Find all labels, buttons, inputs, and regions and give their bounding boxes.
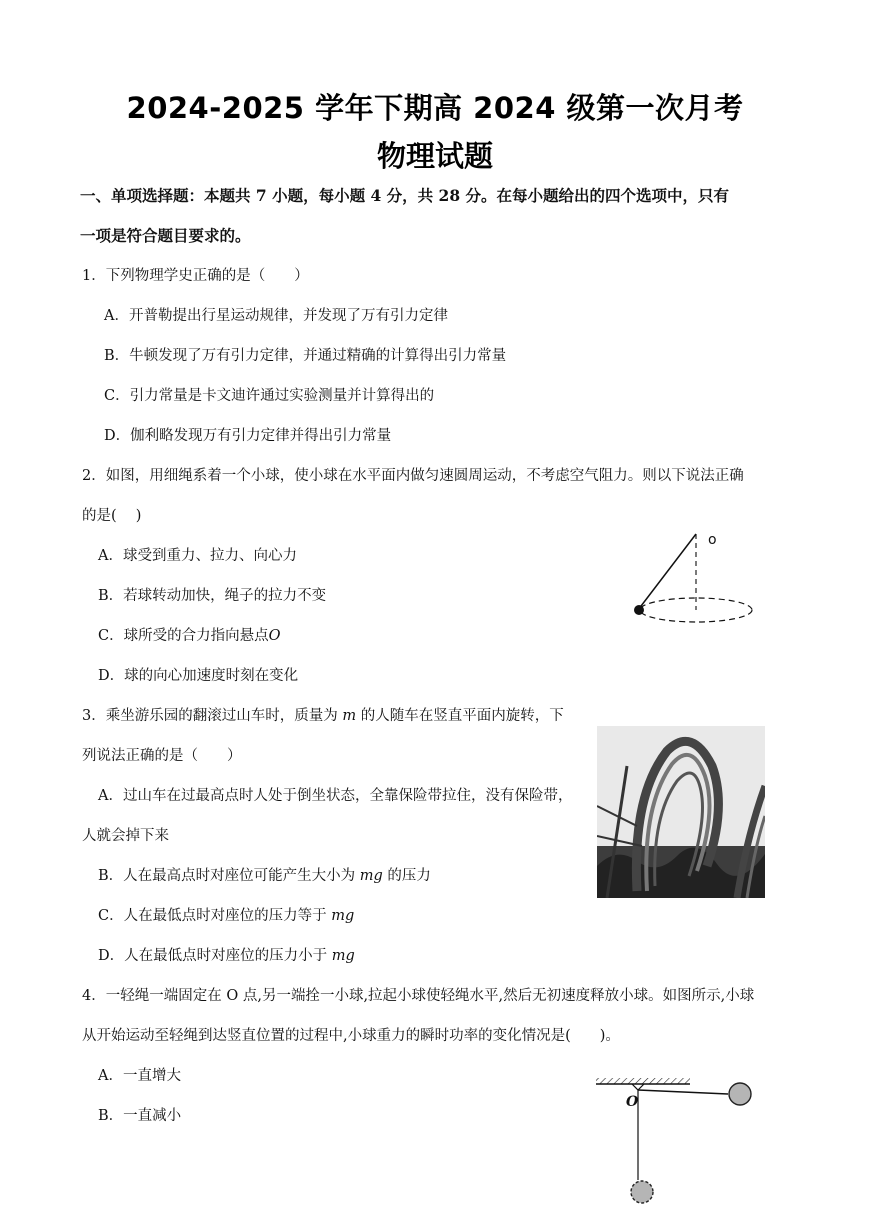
ball-icon	[631, 1181, 653, 1203]
q3-option-b: B．人在最高点时对座位可能产生大小为 mg 的压力	[98, 868, 431, 884]
q1-option-c: C．引力常量是卡文迪许通过实验测量并计算得出的	[104, 388, 435, 404]
q2-option-d: D．球的向心加速度时刻在变化	[98, 668, 299, 684]
pivot-label: O	[626, 1094, 639, 1110]
q4-option-a: A．一直增大	[98, 1068, 181, 1084]
conical-pendulum-figure	[626, 524, 760, 630]
q2-option-a: A．球受到重力、拉力、向心力	[98, 548, 297, 564]
q2-stem-line2: 的是( )	[82, 508, 142, 524]
q1-option-a: A．开普勒提出行星运动规律，并发现了万有引力定律	[104, 308, 448, 324]
pivot-label: o	[708, 532, 717, 548]
section-heading-line1: 一、单项选择题：本题共 7 小题，每小题 4 分，共 28 分。在每小题给出的四个选项中，只有	[80, 186, 730, 205]
q4-stem-line1: 4．一轻绳一端固定在 O 点,另一端拴一小球,拉起小球使轻绳水平,然后无初速度释放小球。如图所示,小球	[82, 988, 755, 1004]
exam-subject: 物理试题	[376, 139, 493, 173]
q3-stem-line2: 列说法正确的是（ ）	[82, 748, 242, 764]
ball-icon	[729, 1083, 751, 1105]
q3-option-d: D．人在最低点时对座位的压力小于 mg	[98, 948, 355, 964]
q1-option-b: B．牛顿发现了万有引力定律，并通过精确的计算得出引力常量	[104, 348, 507, 364]
q3-option-a-line2: 人就会掉下来	[82, 828, 169, 844]
q1-option-d: D．伽利略发现万有引力定律并得出引力常量	[104, 428, 392, 444]
q3-option-c: C．人在最低点时对座位的压力等于 mg	[98, 908, 355, 924]
section-heading	[80, 176, 795, 256]
q1-stem: 1．下列物理学史正确的是（ ）	[82, 268, 309, 284]
ball-icon	[634, 605, 644, 615]
roller-coaster-photo	[597, 726, 765, 898]
exam-title: 2024-2025 学年下期高 2024 级第一次月考	[126, 91, 744, 125]
q3-stem-line1: 3．乘坐游乐园的翻滚过山车时，质量为 m 的人随车在竖直平面内旋转，下	[82, 708, 564, 724]
pendulum-release-figure	[590, 1072, 760, 1212]
q2-option-c: C．球所受的合力指向悬点O	[98, 628, 281, 644]
q2-stem-line1: 2．如图，用细绳系着一个小球，使小球在水平面内做匀速圆周运动，不考虑空气阻力。则以下说法正确	[82, 468, 744, 484]
q4-stem-line2: 从开始运动至轻绳到达竖直位置的过程中,小球重力的瞬时功率的变化情况是( )。	[82, 1028, 620, 1044]
q3-option-a-line1: A．过山车在过最高点时人处于倒坐状态，全靠保险带拉住，没有保险带，	[98, 788, 573, 804]
q4-option-b: B．一直减小	[98, 1108, 182, 1124]
section-heading-line2: 一项是符合题目要求的。	[80, 226, 251, 245]
q2-option-b: B．若球转动加快，绳子的拉力不变	[98, 588, 327, 604]
